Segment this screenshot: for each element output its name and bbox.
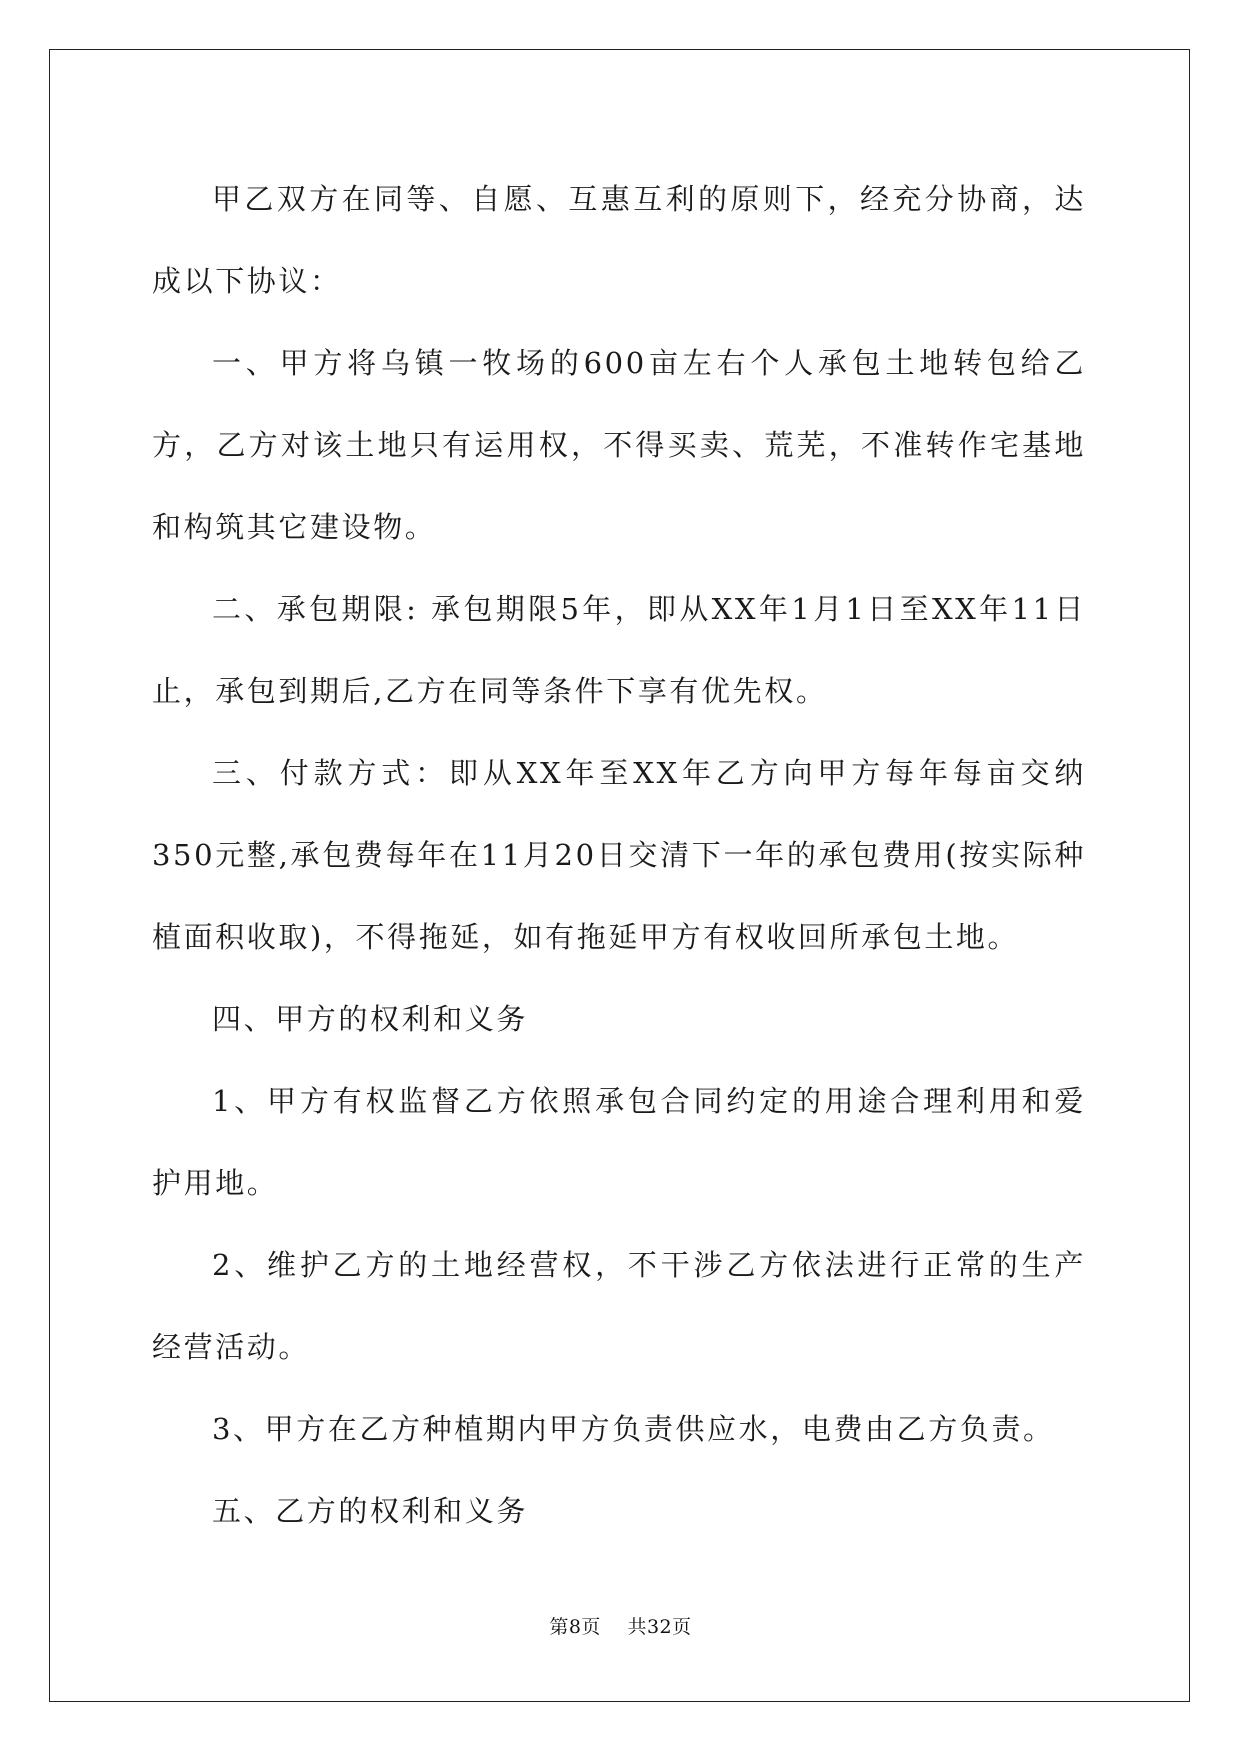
page-footer bbox=[0, 1612, 1241, 1639]
page-total: 共32页 bbox=[627, 1616, 692, 1638]
paragraph-clause-4-item-1: 1、甲方有权监督乙方依照承包合同约定的用途合理利用和爱护用地。 bbox=[152, 1084, 1086, 1200]
page-number: 第8页 bbox=[549, 1616, 601, 1638]
paragraph-clause-3: 三、付款方式：即从XX年至XX年乙方向甲方每年每亩交纳350元整,承包费每年在11月20日交清下一年的承包费用(按实际种植面积收取)，不得拖延，如有拖延甲方有权收回所承包土地。 bbox=[152, 756, 1086, 954]
paragraph-clause-4-item-2: 2、维护乙方的土地经营权，不干涉乙方依法进行正常的生产经营活动。 bbox=[152, 1248, 1086, 1364]
paragraph-clause-4-item-3: 3、甲方在乙方种植期内甲方负责供应水，电费由乙方负责。 bbox=[212, 1412, 1055, 1446]
heading-clause-5: 五、乙方的权利和义务 bbox=[212, 1494, 529, 1528]
paragraph-clause-2: 二、承包期限: 承包期限5年，即从XX年1月1日至XX年11日止，承包到期后,乙方在同等条件下享有优先权。 bbox=[152, 592, 1086, 708]
document-body bbox=[152, 158, 1086, 1552]
heading-clause-4: 四、甲方的权利和义务 bbox=[212, 1002, 529, 1036]
paragraph-intro: 甲乙双方在同等、自愿、互惠互利的原则下，经充分协商，达成以下协议： bbox=[152, 182, 1086, 298]
paragraph-clause-1: 一、甲方将乌镇一牧场的600亩左右个人承包土地转包给乙方，乙方对该土地只有运用权，不得买卖、荒芜，不准转作宅基地和构筑其它建设物。 bbox=[152, 346, 1086, 544]
